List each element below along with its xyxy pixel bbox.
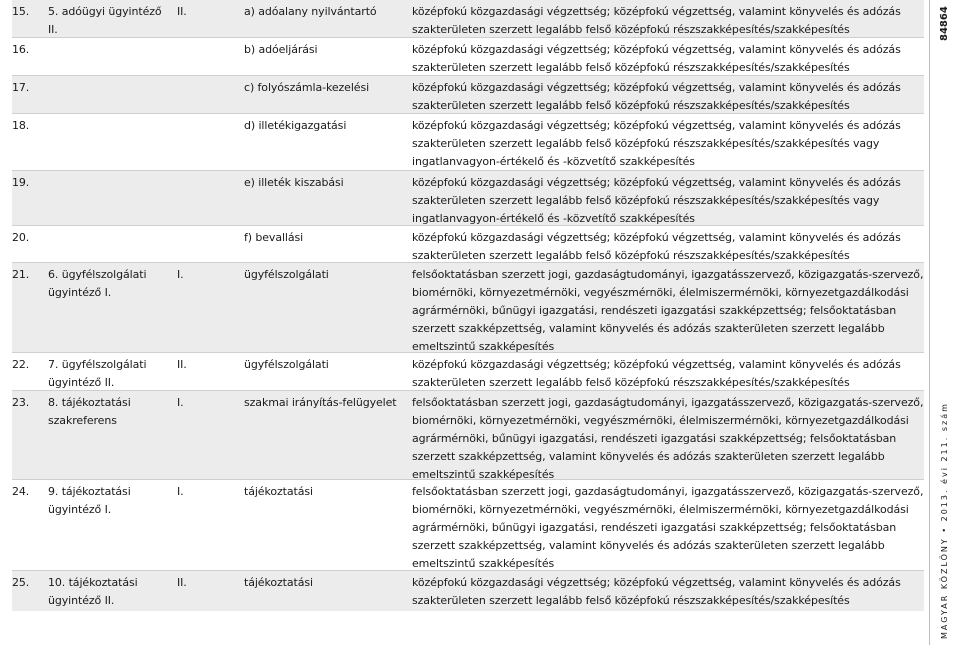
table-row: [12, 38, 924, 76]
row-number: 16.: [12, 43, 30, 56]
qualification-text: középfokú közgazdasági végzettség; középfokú végzettség, valamint könyvelés és adózás szakterületen szerzett legalább felső középfokú részszakképesítés/szakképesítés vagy ingatlanvagyon-értékelő és -közvetítő szakképesítés: [412, 176, 901, 225]
task-area: d) illetékigazgatási: [244, 119, 347, 132]
qualification-text: középfokú közgazdasági végzettség; középfokú végzettség, valamint könyvelés és adózás szakterületen szerzett legalább felső középfokú részszakképesítés/szakképesítés: [412, 5, 901, 36]
class-value: I.: [177, 396, 184, 409]
table-row: [12, 391, 924, 480]
qualification-text: középfokú közgazdasági végzettség; középfokú végzettség, valamint könyvelés és adózás szakterületen szerzett legalább felső középfokú részszakképesítés/szakképesítés: [412, 231, 901, 262]
journal-sidebar: [929, 0, 960, 645]
table-row: [12, 571, 924, 611]
table-row: [12, 114, 924, 171]
row-number: 24.: [12, 485, 30, 498]
position-name: 7. ügyfélszolgálati ügyintéző II.: [48, 358, 147, 389]
qualification-text: középfokú közgazdasági végzettség; középfokú végzettség, valamint könyvelés és adózás szakterületen szerzett legalább felső középfokú részszakképesítés/szakképesítés: [412, 358, 901, 389]
class-value: II.: [177, 5, 187, 18]
table-row: [12, 226, 924, 263]
table-row: [12, 263, 924, 353]
qualification-table: [12, 0, 924, 611]
qualification-text: felsőoktatásban szerzett jogi, gazdaságtudományi, igazgatásszervező, közigazgatás-szervező, biomérnöki, környezetmérnöki, vegyészmérnöki, élelmiszermérnöki, környezetgazdálkodási agrármérnöki, bűnügyi igazgatási, rendészeti igazgatási szakképzettség; felsőoktatásban szerzett szakképzettség, valamint könyvelés és adózás szakterületen szerzett legalább emeltszintű szakképesítés: [412, 268, 924, 353]
class-value: I.: [177, 485, 184, 498]
journal-running-title: MAGYAR KÖZLÖNY • 2013. évi 211. szám: [940, 402, 949, 639]
row-number: 19.: [12, 176, 30, 189]
row-number: 25.: [12, 576, 30, 589]
qualification-text: felsőoktatásban szerzett jogi, gazdaságtudományi, igazgatásszervező, közigazgatás-szervező, biomérnöki, környezetmérnöki, vegyészmérnöki, élelmiszermérnöki, környezetgazdálkodási agrármérnöki, bűnügyi igazgatási, rendészeti igazgatási szakképzettség; felsőoktatásban szerzett szakképzettség, valamint könyvelés és adózás szakterületen szerzett legalább emeltszintű szakképesítés: [412, 485, 924, 570]
row-number: 23.: [12, 396, 30, 409]
position-name: 10. tájékoztatási ügyintéző II.: [48, 576, 138, 607]
task-area: tájékoztatási: [244, 485, 313, 498]
qualification-text: felsőoktatásban szerzett jogi, gazdaságtudományi, igazgatásszervező, közigazgatás-szervező, biomérnöki, környezetmérnöki, vegyészmérnöki, élelmiszermérnöki, környezetgazdálkodási agrármérnöki, bűnügyi igazgatási, rendészeti igazgatási szakképzettség; felsőoktatásban szerzett szakképzettség, valamint könyvelés és adózás szakterületen szerzett legalább emeltszintű szakképesítés: [412, 396, 924, 481]
task-area: a) adóalany nyilvántartó: [244, 5, 377, 18]
position-name: 6. ügyfélszolgálati ügyintéző I.: [48, 268, 147, 299]
qualification-text: középfokú közgazdasági végzettség; középfokú végzettség, valamint könyvelés és adózás szakterületen szerzett legalább felső középfokú részszakképesítés/szakképesítés: [412, 81, 901, 112]
row-number: 17.: [12, 81, 30, 94]
position-name: 5. adóügyi ügyintéző II.: [48, 5, 162, 36]
qualification-text: középfokú közgazdasági végzettség; középfokú végzettség, valamint könyvelés és adózás szakterületen szerzett legalább felső középfokú részszakképesítés/szakképesítés: [412, 43, 901, 74]
qualification-text: középfokú közgazdasági végzettség; középfokú végzettség, valamint könyvelés és adózás szakterületen szerzett legalább felső középfokú részszakképesítés/szakképesítés: [412, 576, 901, 607]
task-area: e) illeték kiszabási: [244, 176, 344, 189]
task-area: ügyfélszolgálati: [244, 358, 329, 371]
task-area: c) folyószámla-kezelési: [244, 81, 370, 94]
position-name: 9. tájékoztatási ügyintéző I.: [48, 485, 131, 516]
class-value: I.: [177, 268, 184, 281]
position-name: 8. tájékoztatási szakreferens: [48, 396, 131, 427]
task-area: szakmai irányítás-felügyelet: [244, 396, 397, 409]
table-row: [12, 480, 924, 571]
table-row: [12, 0, 924, 38]
task-area: ügyfélszolgálati: [244, 268, 329, 281]
page-number: 84864: [939, 6, 950, 42]
row-number: 20.: [12, 231, 30, 244]
row-number: 15.: [12, 5, 30, 18]
qualification-text: középfokú közgazdasági végzettség; középfokú végzettség, valamint könyvelés és adózás szakterületen szerzett legalább felső középfokú részszakképesítés/szakképesítés vagy ingatlanvagyon-értékelő és -közvetítő szakképesítés: [412, 119, 901, 168]
task-area: tájékoztatási: [244, 576, 313, 589]
table-row: [12, 76, 924, 114]
table-row: [12, 353, 924, 391]
class-value: II.: [177, 576, 187, 589]
row-number: 21.: [12, 268, 30, 281]
task-area: f) bevallási: [244, 231, 304, 244]
class-value: II.: [177, 358, 187, 371]
row-number: 22.: [12, 358, 30, 371]
table-row: [12, 171, 924, 226]
task-area: b) adóeljárási: [244, 43, 318, 56]
row-number: 18.: [12, 119, 30, 132]
